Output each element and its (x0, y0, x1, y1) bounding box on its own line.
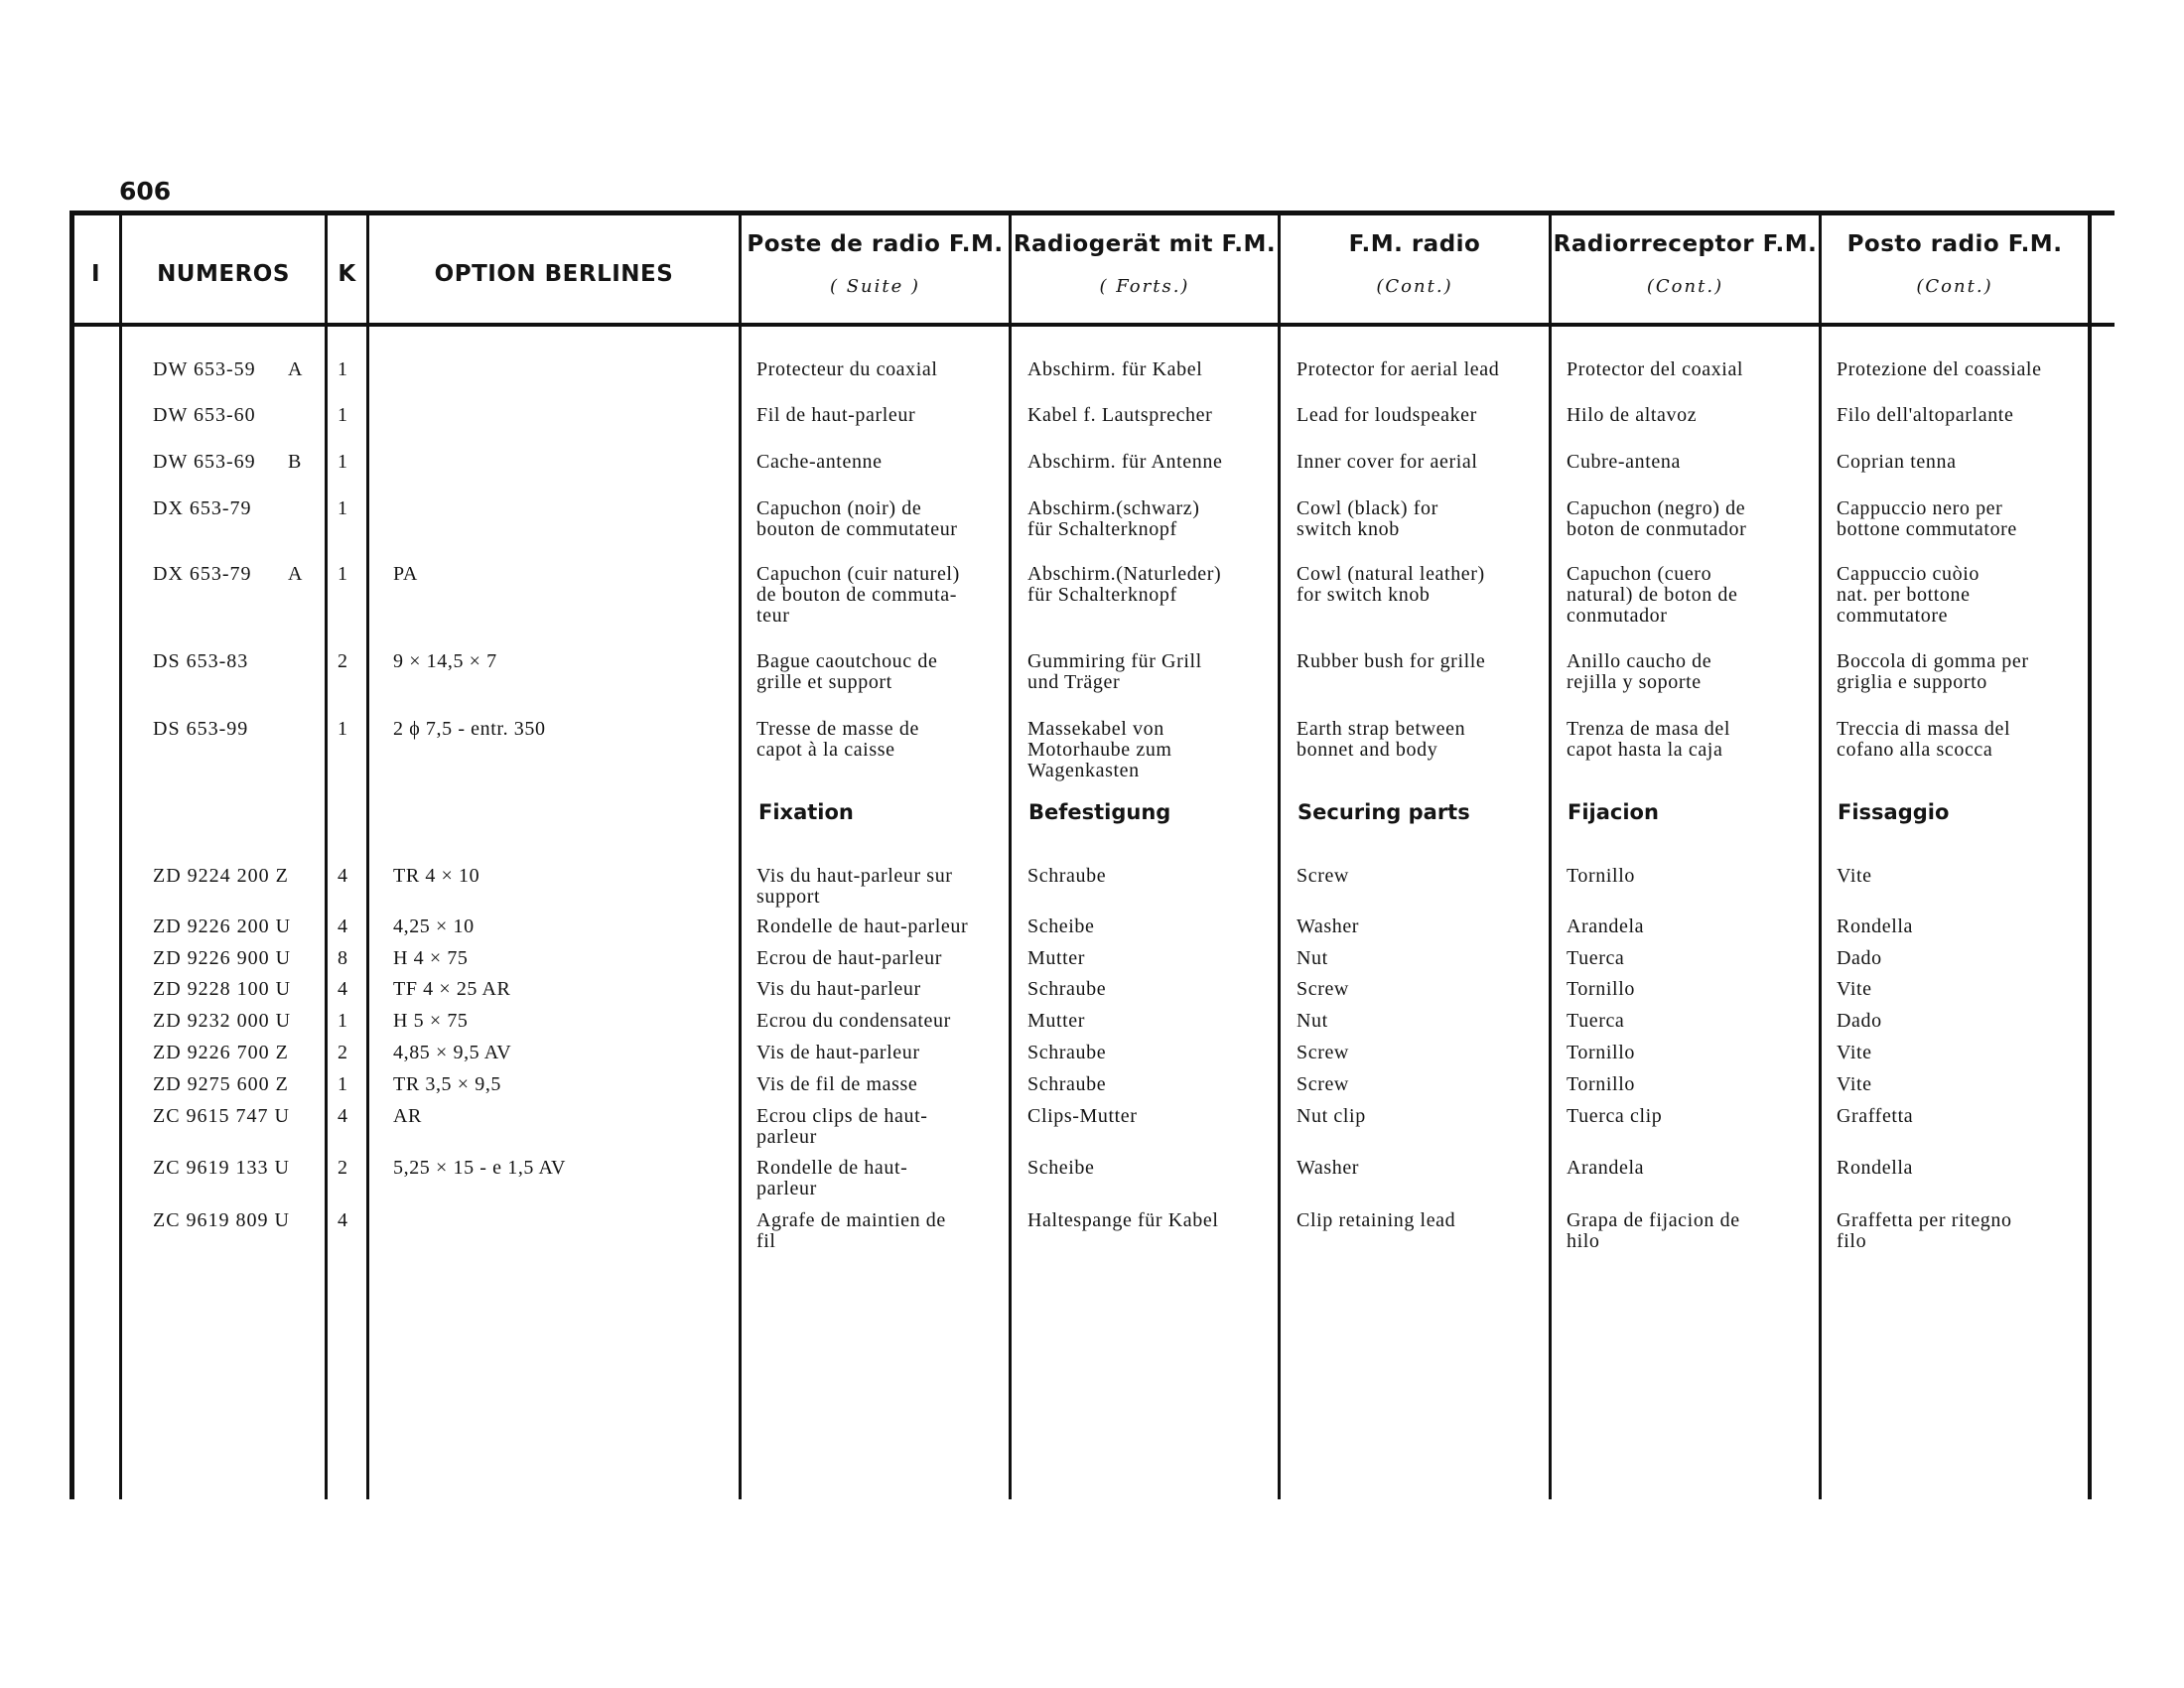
description-es: Protector del coaxial (1567, 358, 1744, 380)
description-it: Rondella (1837, 1157, 1914, 1179)
divider-en (1549, 211, 1552, 1499)
description-de: Abschirm.(Naturleder) für Schalterknopf (1027, 563, 1222, 606)
description-de: Schraube (1027, 1042, 1107, 1063)
description-en: Washer (1297, 1157, 1360, 1179)
header-de-sub: ( Forts.) (1099, 276, 1190, 297)
divider-fr (1009, 211, 1012, 1499)
part-number: ZD 9224 200 Z (153, 865, 289, 887)
part-number: DW 653-60 (153, 404, 256, 426)
description-fr: Vis du haut-parleur (756, 978, 921, 1000)
part-number: ZD 9226 700 Z (153, 1042, 289, 1063)
description-de: Haltespange für Kabel (1027, 1209, 1219, 1231)
description-es: Tuerca (1567, 1010, 1625, 1032)
description-it: Vite (1837, 978, 1872, 1000)
header-it-sub: (Cont.) (1916, 276, 1993, 297)
description-it: Protezione del coassiale (1837, 358, 2042, 380)
description-it: Filo dell'altoparlante (1837, 404, 2014, 426)
quantity: 4 (338, 915, 348, 937)
divider-es (1819, 211, 1822, 1499)
quantity: 1 (338, 451, 348, 473)
option-spec: TF 4 × 25 AR (393, 978, 511, 1000)
description-fr: Ecrou clips de haut- parleur (756, 1105, 928, 1148)
part-number: ZC 9619 133 U (153, 1157, 290, 1179)
description-es: Arandela (1567, 1157, 1645, 1179)
part-number: ZC 9619 809 U (153, 1209, 290, 1231)
quantity: 1 (338, 1010, 348, 1032)
section-de: Befestigung (1028, 800, 1171, 824)
divider-numeros (325, 211, 328, 1499)
description-de: Schraube (1027, 978, 1107, 1000)
quantity: 1 (338, 718, 348, 740)
description-en: Cowl (natural leather) for switch knob (1297, 563, 1485, 606)
description-it: Graffetta (1837, 1105, 1914, 1127)
description-fr: Vis de fil de masse (756, 1073, 918, 1095)
header-it-title: Posto radio F.M. (1846, 231, 2063, 257)
header-i: I (91, 261, 101, 287)
description-de: Schraube (1027, 1073, 1107, 1095)
divider-k (366, 211, 369, 1499)
description-es: Grapa de fijacion de hilo (1567, 1209, 1740, 1252)
description-en: Earth strap between bonnet and body (1297, 718, 1466, 761)
description-de: Abschirm. für Kabel (1027, 358, 1203, 380)
description-de: Clips-Mutter (1027, 1105, 1138, 1127)
section-fr: Fixation (758, 800, 854, 824)
description-es: Tornillo (1567, 1042, 1635, 1063)
description-fr: Fil de haut-parleur (756, 404, 916, 426)
description-it: Cappuccio cuòio nat. per bottone commutatore (1837, 563, 1979, 627)
part-suffix: B (288, 451, 303, 473)
description-it: Cappuccio nero per bottone commutatore (1837, 497, 2017, 540)
quantity: 8 (338, 947, 348, 969)
quantity: 2 (338, 1157, 348, 1179)
description-es: Trenza de masa del capot hasta la caja (1567, 718, 1731, 761)
option-spec: H 5 × 75 (393, 1010, 469, 1032)
description-es: Capuchon (negro) de boton de conmutador (1567, 497, 1747, 540)
description-fr: Bague caoutchouc de grille et support (756, 650, 938, 693)
description-es: Cubre-antena (1567, 451, 1681, 473)
description-fr: Cache-antenne (756, 451, 883, 473)
quantity: 4 (338, 1105, 348, 1127)
quantity: 1 (338, 497, 348, 519)
quantity: 1 (338, 358, 348, 380)
description-de: Mutter (1027, 947, 1086, 969)
description-en: Nut (1297, 947, 1328, 969)
part-number: DX 653-79 (153, 497, 252, 519)
description-it: Coprian tenna (1837, 451, 1957, 473)
description-es: Tuerca clip (1567, 1105, 1663, 1127)
section-es: Fijacion (1568, 800, 1659, 824)
description-fr: Vis du haut-parleur sur support (756, 865, 953, 908)
option-spec: TR 3,5 × 9,5 (393, 1073, 502, 1095)
description-es: Arandela (1567, 915, 1645, 937)
option-spec: TR 4 × 10 (393, 865, 480, 887)
header-de-title: Radiogerät mit F.M. (1013, 231, 1277, 257)
description-de: Gummiring für Grill und Träger (1027, 650, 1202, 693)
description-it: Boccola di gomma per griglia e supporto (1837, 650, 2029, 693)
option-spec: 2 ϕ 7,5 - entr. 350 (393, 718, 546, 740)
description-it: Dado (1837, 1010, 1882, 1032)
description-fr: Rondelle de haut- parleur (756, 1157, 908, 1199)
description-fr: Ecrou de haut-parleur (756, 947, 942, 969)
description-en: Lead for loudspeaker (1297, 404, 1477, 426)
description-en: Screw (1297, 978, 1349, 1000)
section-en: Securing parts (1297, 800, 1470, 824)
section-it: Fissaggio (1838, 800, 1950, 824)
header-fr-title: Poste de radio F.M. (747, 231, 1004, 257)
option-spec: PA (393, 563, 418, 585)
description-en: Rubber bush for grille (1297, 650, 1486, 672)
description-de: Mutter (1027, 1010, 1086, 1032)
description-it: Vite (1837, 1042, 1872, 1063)
part-number: ZC 9615 747 U (153, 1105, 290, 1127)
part-number: ZD 9232 000 U (153, 1010, 292, 1032)
divider-i (119, 211, 122, 1499)
description-es: Capuchon (cuero natural) de boton de conmutador (1567, 563, 1738, 627)
description-fr: Agrafe de maintien de fil (756, 1209, 946, 1252)
description-it: Dado (1837, 947, 1882, 969)
description-es: Tornillo (1567, 978, 1635, 1000)
description-it: Graffetta per ritegno filo (1837, 1209, 2012, 1252)
description-it: Treccia di massa del cofano alla scocca (1837, 718, 2011, 761)
description-fr: Protecteur du coaxial (756, 358, 938, 380)
header-fr-sub: ( Suite ) (829, 276, 921, 297)
description-es: Tuerca (1567, 947, 1625, 969)
description-en: Nut clip (1297, 1105, 1366, 1127)
description-en: Protector for aerial lead (1297, 358, 1500, 380)
part-number: ZD 9228 100 U (153, 978, 292, 1000)
description-de: Kabel f. Lautsprecher (1027, 404, 1213, 426)
header-es-sub: (Cont.) (1646, 276, 1724, 297)
description-en: Inner cover for aerial (1297, 451, 1478, 473)
header-numeros: NUMEROS (157, 261, 290, 287)
header-option: OPTION BERLINES (434, 261, 674, 287)
part-suffix: A (288, 358, 304, 380)
description-es: Tornillo (1567, 865, 1635, 887)
quantity: 2 (338, 1042, 348, 1063)
part-suffix: A (288, 563, 304, 585)
quantity: 2 (338, 650, 348, 672)
description-de: Schraube (1027, 865, 1107, 887)
description-en: Nut (1297, 1010, 1328, 1032)
left-border (69, 211, 74, 1499)
quantity: 4 (338, 865, 348, 887)
description-de: Abschirm. für Antenne (1027, 451, 1223, 473)
header-en-sub: (Cont.) (1376, 276, 1453, 297)
description-es: Tornillo (1567, 1073, 1635, 1095)
description-it: Vite (1837, 865, 1872, 887)
description-fr: Capuchon (cuir naturel) de bouton de commuta- teur (756, 563, 960, 627)
description-de: Scheibe (1027, 915, 1095, 937)
part-number: ZD 9275 600 Z (153, 1073, 289, 1095)
quantity: 1 (338, 1073, 348, 1095)
divider-de (1278, 211, 1281, 1499)
right-border (2088, 211, 2092, 1499)
description-it: Rondella (1837, 915, 1914, 937)
quantity: 4 (338, 1209, 348, 1231)
description-en: Screw (1297, 865, 1349, 887)
quantity: 4 (338, 978, 348, 1000)
top-border (71, 211, 2115, 215)
description-fr: Tresse de masse de capot à la caisse (756, 718, 919, 761)
part-number: DS 653-83 (153, 650, 249, 672)
option-spec: 5,25 × 15 - e 1,5 AV (393, 1157, 567, 1179)
quantity: 1 (338, 563, 348, 585)
part-number: ZD 9226 900 U (153, 947, 292, 969)
description-en: Clip retaining lead (1297, 1209, 1456, 1231)
description-fr: Vis de haut-parleur (756, 1042, 920, 1063)
part-number: DS 653-99 (153, 718, 249, 740)
description-es: Hilo de altavoz (1567, 404, 1698, 426)
page-number: 606 (119, 177, 172, 206)
option-spec: 9 × 14,5 × 7 (393, 650, 497, 672)
description-de: Abschirm.(schwarz) für Schalterknopf (1027, 497, 1200, 540)
part-number: ZD 9226 200 U (153, 915, 292, 937)
header-en-title: F.M. radio (1348, 231, 1481, 257)
part-number: DX 653-79 (153, 563, 252, 585)
description-fr: Ecrou du condensateur (756, 1010, 951, 1032)
description-it: Vite (1837, 1073, 1872, 1095)
description-fr: Capuchon (noir) de bouton de commutateur (756, 497, 958, 540)
option-spec: AR (393, 1105, 422, 1127)
header-es-title: Radiorreceptor F.M. (1553, 231, 1818, 257)
option-spec: H 4 × 75 (393, 947, 469, 969)
divider-option (739, 211, 742, 1499)
header-bottom-border (71, 323, 2115, 327)
description-en: Washer (1297, 915, 1360, 937)
option-spec: 4,25 × 10 (393, 915, 475, 937)
description-fr: Rondelle de haut-parleur (756, 915, 969, 937)
quantity: 1 (338, 404, 348, 426)
header-k: K (338, 261, 356, 287)
description-es: Anillo caucho de rejilla y soporte (1567, 650, 1712, 693)
description-en: Cowl (black) for switch knob (1297, 497, 1438, 540)
description-en: Screw (1297, 1073, 1349, 1095)
description-de: Massekabel von Motorhaube zum Wagenkasten (1027, 718, 1172, 781)
description-en: Screw (1297, 1042, 1349, 1063)
description-de: Scheibe (1027, 1157, 1095, 1179)
option-spec: 4,85 × 9,5 AV (393, 1042, 512, 1063)
part-number: DW 653-69 (153, 451, 256, 473)
part-number: DW 653-59 (153, 358, 256, 380)
